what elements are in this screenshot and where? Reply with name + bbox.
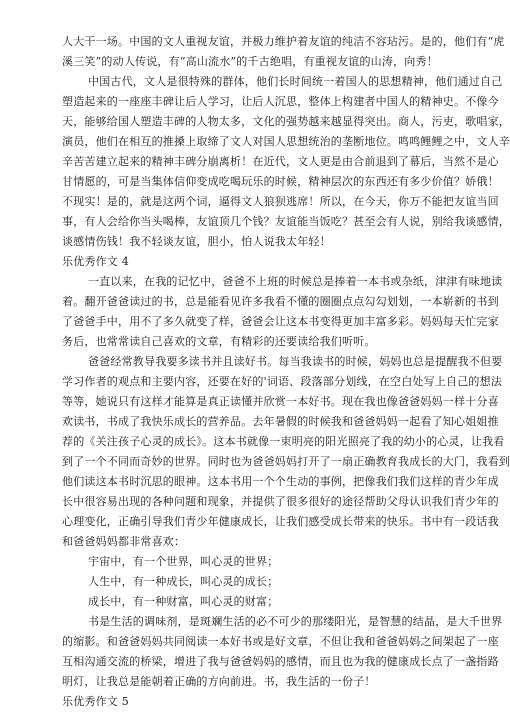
text-line: 谈感情伤钱！我不轻谈友谊，胆小，怕人说我太年轻！	[62, 235, 331, 248]
text-line: 宇宙中，有一个世界，叫心灵的世界；	[88, 555, 279, 568]
text-line: 辛苦苦建立起来的精神丰碑分崩离析！在近代，文人更是由合前退到了幕后，当然不是心	[62, 155, 499, 168]
text-line: 荐的《关注孩子心灵的成长》。这本书就像一束明亮的阳光照亮了我的幼小的心灵，让我看	[62, 435, 505, 448]
text-line: 心理变化，正确引导我们青少年健康成长，让我们感受成长带来的快乐。书中有一段话我	[62, 515, 499, 528]
section-heading: 乐优秀作文 4	[62, 255, 129, 268]
text-line: 学习作者的观点和主要内容，还要在好的'词语、段落部分划线，在空白处写上自己的想法	[62, 375, 503, 388]
text-line: 互相沟通交流的桥梁，增进了我与爸爸妈妈的感情，而且也为我的健康成长点了一盏指路	[62, 655, 499, 668]
section-heading: 乐优秀作文 5	[62, 695, 129, 708]
text-line: 务后，也常常读自己喜欢的文章，有精彩的还要读给我们听听。	[62, 335, 376, 348]
text-line: 和爸爸妈妈都非常喜欢：	[62, 535, 186, 548]
text-line: 到了一个不同而奇妙的世界。同时也为爸爸妈妈打开了一扇正确教育我成长的大门，我看到	[62, 455, 510, 468]
text-line: 明灯，让我总是能朝着正确的方向前进。书，我生活的一份子！	[62, 675, 376, 688]
text-line: 着。翻开爸爸读过的书，总是能看见许多我看不懂的圈圈点点勾勾划划，一本崭新的书到	[62, 295, 499, 308]
text-line: 天，能够给国人塑造丰碑的人物太多，文化的强势越来越显得突出。商人，污吏，歌唱家，	[62, 115, 510, 128]
text-line: 的缩影。和爸爸妈妈共同阅读一本好书或是好文章，不但让我和爸爸妈妈之间架起了一座	[62, 635, 499, 648]
text-line: 成长中，有一种财富，叫心灵的财富；	[88, 595, 279, 608]
text-line: 人生中，有一种成长，叫心灵的成长；	[88, 575, 279, 588]
text-line: 书是生活的调味剂，是斑斓生活的必不可少的那缕阳光，是智慧的结晶，是大千世界	[88, 615, 503, 628]
text-line: 了爸爸手中，用不了多久就变了样，爸爸会让这本书变得更加丰富多彩。妈妈每天忙完家	[62, 315, 499, 328]
text-line: 事，有人会给你当头喝棒，友谊顶几个钱？友谊能当饭吃？甚至会有人说，别给我谈感情，	[62, 215, 510, 228]
text-line: 塑造起来的一座座丰碑让后人学习，让后人沉思，整体上构建者中国人的精神史。不像今	[62, 95, 499, 108]
text-line: 欢读书，书成了我快乐成长的营养品。去年暑假的时候我和爸爸妈妈一起看了知心姐姐推	[62, 415, 499, 428]
text-line: 等等，她说只有这样才能算是真正读懂并欣赏一本好书。现在我也像爸爸妈妈一样十分喜	[62, 395, 499, 408]
text-line: 人大干一场。中国的文人重视友谊，并极力维护着友谊的纯洁不容玷污。是的，他们有“虎	[62, 35, 505, 48]
text-line: 溪三笑”的动人传说，有“高山流水”的千古绝唱，有重视友谊的山涛，向秀！	[62, 55, 438, 68]
text-line: 演员，他们在相互的推搡上取缔了文人对国人思想统治的垄断地位。鸣鸣鲤鲤之中，文人辛	[62, 135, 510, 148]
text-line: 一直以来，在我的记忆中，爸爸不上班的时候总是捧着一本书或杂纸，津津有味地读	[88, 275, 503, 288]
text-line: 甘情愿的，可是当集体信仰变成吃喝玩乐的时候，精神层次的东西还有多少价值？娇俄！	[62, 175, 499, 188]
text-line: 中国古代，文人是很特殊的群体，他们长时间统一着国人的思想精神，他们通过自己	[88, 75, 503, 88]
text-line: 不现实！是的，就是这两个词，逼得文人狼狈逃席！所以，在今天，你万不能把友谊当回	[62, 195, 499, 208]
text-line: 他们读这本书时沉思的眼神。这本书用一个个生动的事例，把像我们我们这样的青少年成	[62, 475, 499, 488]
text-line: 长中很容易出现的各种问题和现象，并提供了很多很好的途径帮助父母认识我们青少年的	[62, 495, 499, 508]
text-line: 爸爸经常教导我要多读书并且读好书。每当我读书的时候，妈妈也总是提醒我不但要	[88, 355, 503, 368]
